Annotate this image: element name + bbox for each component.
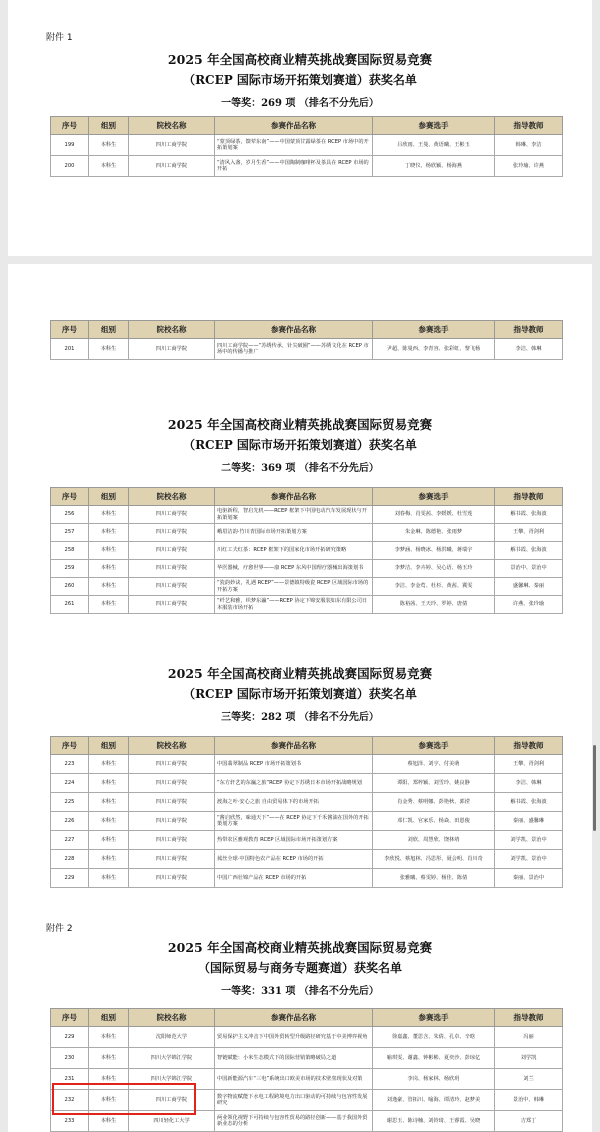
cell-no: 260 bbox=[51, 578, 89, 596]
header-no: 序号 bbox=[51, 737, 89, 755]
header-group: 组别 bbox=[89, 321, 129, 339]
cell-members: 李梦涵、杨晓冰、杨洪曦、蒋瑞宇 bbox=[373, 542, 495, 560]
header-group: 组别 bbox=[89, 117, 129, 135]
cell-no: 223 bbox=[51, 755, 89, 774]
cell-school: 四川大学锦江学院 bbox=[129, 1048, 215, 1069]
cell-teacher: 刘学凯 bbox=[495, 1048, 563, 1069]
cell-work: 中国广西壮锦产品在 RCEP 市场的开拓 bbox=[215, 869, 373, 888]
cell-members: 刘欣、周慧欣、饶林靖 bbox=[373, 831, 495, 850]
table-row bbox=[51, 850, 563, 869]
table-row bbox=[51, 793, 563, 812]
header-group: 组别 bbox=[89, 1009, 129, 1027]
header-no: 序号 bbox=[51, 488, 89, 506]
table-header-row bbox=[51, 737, 563, 755]
cell-members: 吕欣雨、王曼、黄语曦、王彬玉 bbox=[373, 135, 495, 156]
cell-group: 本科生 bbox=[89, 560, 129, 578]
header-no: 序号 bbox=[51, 117, 89, 135]
cell-school: 四川工商学院 bbox=[129, 542, 215, 560]
table-row bbox=[51, 831, 563, 850]
cell-work: 渡海之叶·安心之旅 自由贸易体下的市场开拓 bbox=[215, 793, 373, 812]
cell-no: 200 bbox=[51, 156, 89, 177]
cell-no: 229 bbox=[51, 869, 89, 888]
cell-teacher: 解书霞、张海波 bbox=[495, 506, 563, 524]
cell-school: 四川工商学院 bbox=[129, 831, 215, 850]
cell-group: 本科生 bbox=[89, 831, 129, 850]
table-row bbox=[51, 339, 563, 360]
table-row bbox=[51, 755, 563, 774]
highlight-box bbox=[52, 1083, 196, 1115]
cell-work: 中国翡翠制品 RCEP 市场开拓策划书 bbox=[215, 755, 373, 774]
cell-no: 201 bbox=[51, 339, 89, 360]
cell-teacher: 王攀、胥剑利 bbox=[495, 755, 563, 774]
cell-teacher: 张玲瑜、许燕 bbox=[495, 156, 563, 177]
award-table bbox=[50, 116, 563, 177]
cell-work: 中国新能源汽车“三电”系统出口欧美市场的技术壁垒现状及对策 bbox=[215, 1069, 373, 1090]
cell-school: 四川工商学院 bbox=[129, 578, 215, 596]
table-row bbox=[51, 869, 563, 888]
cell-teacher: 吉郑丁 bbox=[495, 1111, 563, 1132]
cell-no: 258 bbox=[51, 542, 89, 560]
cell-work: 智链赋能：小米生态模式下的国际营销策略破局之道 bbox=[215, 1048, 373, 1069]
table-row bbox=[51, 156, 563, 177]
cell-members: 李洁、李金莺、杜杉、黄茜、冀雯 bbox=[373, 578, 495, 596]
cell-school: 四川工商学院 bbox=[129, 524, 215, 542]
cell-no: 228 bbox=[51, 850, 89, 869]
header-group: 组别 bbox=[89, 737, 129, 755]
cell-no: 230 bbox=[51, 1048, 89, 1069]
cell-group: 本科生 bbox=[89, 1090, 129, 1111]
cell-no: 261 bbox=[51, 596, 89, 614]
table-header-row bbox=[51, 117, 563, 135]
cell-no: 257 bbox=[51, 524, 89, 542]
cell-work: 两业领化视野下可持续与包容性贸易的路径创新——基于我国外贸新业态的分析 bbox=[215, 1111, 373, 1132]
cell-work: 贸易保护主义冲击下中国外贸转型升级路径研究基于中美博弈视角 bbox=[215, 1027, 373, 1048]
scrollbar-thumb[interactable] bbox=[593, 745, 596, 831]
annex-label: 附件 1 bbox=[46, 33, 73, 43]
cell-no: 225 bbox=[51, 793, 89, 812]
cell-teacher: 刘学凯、景治中 bbox=[495, 850, 563, 869]
cell-work: “酱启欣然，味通天下”——在 RCEP 协定下千禾酱油在国外的开拓策划方案 bbox=[215, 812, 373, 831]
cell-members: 朱金琳、陈德艳、张雨梦 bbox=[373, 524, 495, 542]
award-level-heading: 一等奖：269 项 （排名不分先后） bbox=[221, 98, 379, 109]
cell-teacher: 秦丽、盛馨琳 bbox=[495, 812, 563, 831]
cell-no: 229 bbox=[51, 1027, 89, 1048]
cell-no: 233 bbox=[51, 1111, 89, 1132]
cell-group: 本科生 bbox=[89, 850, 129, 869]
header-members: 参赛选手 bbox=[373, 321, 495, 339]
cell-members: 刘春梅、肖雯茜、李媛媛、杜雪莲 bbox=[373, 506, 495, 524]
cell-school: 四川轻化工大学 bbox=[129, 1111, 215, 1132]
doc-title-track: （RCEP 国际市场开拓策划赛道）获奖名单 bbox=[183, 73, 417, 87]
cell-members: 尹超、陈曼西、李青容、张彩虹、黎飞杨 bbox=[373, 339, 495, 360]
cell-teacher: 景治中、景治中 bbox=[495, 560, 563, 578]
cell-members: 徐嘉鑫、董思含、朱倩、孔卓、辛晗 bbox=[373, 1027, 495, 1048]
document-page bbox=[8, 0, 592, 256]
cell-school: 四川工商学院 bbox=[129, 135, 215, 156]
header-teacher: 指导教师 bbox=[495, 1009, 563, 1027]
doc-title-main: 2025 年全国高校商业精英挑战赛国际贸易竞赛 bbox=[167, 52, 433, 67]
cell-members: 丁晓仪、杨欣颖、杨海燕 bbox=[373, 156, 495, 177]
table-header-row bbox=[51, 321, 563, 339]
table-row bbox=[51, 506, 563, 524]
cell-group: 本科生 bbox=[89, 774, 129, 793]
doc-title-track: （RCEP 国际市场开拓策划赛道）获奖名单 bbox=[183, 687, 417, 701]
cell-group: 本科生 bbox=[89, 793, 129, 812]
table-row bbox=[51, 524, 563, 542]
cell-members: 邓仁凯、官家乐、杨焱、田恩俊 bbox=[373, 812, 495, 831]
table-row bbox=[51, 560, 563, 578]
award-table bbox=[50, 736, 563, 888]
cell-members: 陈裕茜、王天玲、罗婷、唐倩 bbox=[373, 596, 495, 614]
header-teacher: 指导教师 bbox=[495, 117, 563, 135]
cell-teacher: 冯丽 bbox=[495, 1027, 563, 1048]
cell-teacher: 秦丽、景治中 bbox=[495, 869, 563, 888]
cell-school: 四川工商学院 bbox=[129, 560, 215, 578]
cell-teacher: 韩琳、李洁 bbox=[495, 135, 563, 156]
award-table bbox=[50, 487, 563, 614]
cell-group: 本科生 bbox=[89, 506, 129, 524]
cell-group: 本科生 bbox=[89, 755, 129, 774]
header-school: 院校名称 bbox=[129, 737, 215, 755]
cell-school: 沈阳师范大学 bbox=[129, 1027, 215, 1048]
cell-no: 259 bbox=[51, 560, 89, 578]
cell-school: 四川工商学院 bbox=[129, 1090, 215, 1111]
cell-members: 喻琪雯、谢鑫、钟彬彬、夏奕沙、彭琼亿 bbox=[373, 1048, 495, 1069]
award-table bbox=[50, 320, 563, 360]
table-header-row bbox=[51, 488, 563, 506]
cell-no: 232 bbox=[51, 1090, 89, 1111]
cell-members: 谭阳、郑梓颖、刘雪玲、姚良静 bbox=[373, 774, 495, 793]
cell-members: 肖金秀、蔡明娜、彭艳秋、郭滢 bbox=[373, 793, 495, 812]
cell-no: 256 bbox=[51, 506, 89, 524]
header-school: 院校名称 bbox=[129, 117, 215, 135]
cell-work: “清风入盏，岁月生香”——中国陶制咖啡杯及茶具在 RCEP 市场的开拓 bbox=[215, 156, 373, 177]
cell-group: 本科生 bbox=[89, 1111, 129, 1132]
cell-school: 四川工商学院 bbox=[129, 869, 215, 888]
table-row bbox=[51, 1048, 563, 1069]
table-row bbox=[51, 135, 563, 156]
cell-group: 本科生 bbox=[89, 578, 129, 596]
table-row bbox=[51, 1027, 563, 1048]
cell-no: 231 bbox=[51, 1069, 89, 1090]
cell-work: 热带农区雅观教育 RCEP 区域国际市场开拓策划方案 bbox=[215, 831, 373, 850]
header-work: 参赛作品名称 bbox=[215, 117, 373, 135]
cell-work: “纤艺和雅，织梦东瀛”——RCEP 协定下锦安服装如东有限公司日本服装市场开拓 bbox=[215, 596, 373, 614]
cell-teacher: 景治中、韩琳 bbox=[495, 1090, 563, 1111]
cell-no: 199 bbox=[51, 135, 89, 156]
header-teacher: 指导教师 bbox=[495, 488, 563, 506]
award-level-heading: 三等奖：282 项 （排名不分先后） bbox=[221, 712, 379, 723]
cell-work: “东方轩艺的东瀛之旅”RCEP 协定下苏绣日本市场开拓战略规划 bbox=[215, 774, 373, 793]
cell-school: 四川工商学院 bbox=[129, 506, 215, 524]
cell-group: 本科生 bbox=[89, 812, 129, 831]
cell-work: 电驱新程，智启先机——RCEP 框架下中国电动汽车发展现状与开拓策划案 bbox=[215, 506, 373, 524]
cell-work: 四川工商学院——“苏绣传承，针尖破圈”——苏绣文化在 RCEP 市场中的传播与推广 bbox=[215, 339, 373, 360]
header-no: 序号 bbox=[51, 321, 89, 339]
header-members: 参赛选手 bbox=[373, 737, 495, 755]
header-teacher: 指导教师 bbox=[495, 737, 563, 755]
cell-group: 本科生 bbox=[89, 339, 129, 360]
cell-members: 张雅曦、蔡雯婷、杨佳、陈倩 bbox=[373, 869, 495, 888]
cell-school: 四川工商学院 bbox=[129, 793, 215, 812]
cell-work: 川红工夫红茶：RCEP 框架下的国家化市场开拓研究策略 bbox=[215, 542, 373, 560]
cell-members: 谢思玉、陈诗楠、刘铃琦、王睿霞、吴晓 bbox=[373, 1111, 495, 1132]
cell-group: 本科生 bbox=[89, 542, 129, 560]
header-group: 组别 bbox=[89, 488, 129, 506]
table-row bbox=[51, 542, 563, 560]
cell-group: 本科生 bbox=[89, 1027, 129, 1048]
doc-title-main: 2025 年全国高校商业精英挑战赛国际贸易竞赛 bbox=[167, 666, 433, 681]
cell-teacher: 李洁、韩琳 bbox=[495, 339, 563, 360]
doc-title-track: （RCEP 国际市场开拓策划赛道）获奖名单 bbox=[183, 438, 417, 452]
annex-label: 附件 2 bbox=[46, 924, 73, 934]
cell-no: 227 bbox=[51, 831, 89, 850]
cell-teacher: 李洁、韩琳 bbox=[495, 774, 563, 793]
header-members: 参赛选手 bbox=[373, 488, 495, 506]
cell-school: 四川工商学院 bbox=[129, 850, 215, 869]
cell-work: 峨眉洁韵·竹川青国际市场开拓策划方案 bbox=[215, 524, 373, 542]
cell-teacher: 王攀、胥剑利 bbox=[495, 524, 563, 542]
cell-school: 四川工商学院 bbox=[129, 339, 215, 360]
cell-teacher: 盛馨琳、秦丽 bbox=[495, 578, 563, 596]
cell-group: 本科生 bbox=[89, 156, 129, 177]
cell-teacher: 解书霞、张海波 bbox=[495, 793, 563, 812]
cell-work: 数字物流赋能下水电工程跨境电力出口驱动的可持续与包容性发展研究 bbox=[215, 1090, 373, 1111]
doc-title-main: 2025 年全国高校商业精英挑战赛国际贸易竞赛 bbox=[167, 940, 433, 955]
cell-school: 四川工商学院 bbox=[129, 774, 215, 793]
header-no: 序号 bbox=[51, 1009, 89, 1027]
table-row bbox=[51, 596, 563, 614]
cell-group: 本科生 bbox=[89, 1048, 129, 1069]
cell-no: 226 bbox=[51, 812, 89, 831]
doc-title-track: （国际贸易与商务专题赛道）获奖名单 bbox=[197, 961, 402, 975]
header-teacher: 指导教师 bbox=[495, 321, 563, 339]
header-members: 参赛选手 bbox=[373, 1009, 495, 1027]
header-work: 参赛作品名称 bbox=[215, 488, 373, 506]
cell-members: 刘逸豪、管拓川、喻海、谭清玲、赵梦美 bbox=[373, 1090, 495, 1111]
cell-teacher: 刘学凯、景治中 bbox=[495, 831, 563, 850]
header-members: 参赛选手 bbox=[373, 117, 495, 135]
table-row bbox=[51, 578, 563, 596]
cell-school: 四川大学锦江学院 bbox=[129, 1069, 215, 1090]
header-school: 院校名称 bbox=[129, 1009, 215, 1027]
cell-teacher: 解书霞、张海波 bbox=[495, 542, 563, 560]
header-work: 参赛作品名称 bbox=[215, 1009, 373, 1027]
cell-group: 本科生 bbox=[89, 1069, 129, 1090]
cell-work: “瓷韵妙诀，礼遇 RCEP”——景德镇特级瓷 RCEP 区域国际市场的开拓方案 bbox=[215, 578, 373, 596]
award-level-heading: 二等奖：369 项 （排名不分先后） bbox=[221, 463, 379, 474]
table-row bbox=[51, 812, 563, 831]
cell-work: “蒙顶绿茶，馈荤东南”——中国蒙顶甘露绿茶在 RCEP 市场中的开拓策划案 bbox=[215, 135, 373, 156]
award-level-heading: 一等奖：331 项 （排名不分先后） bbox=[221, 986, 379, 997]
cell-members: 李欣悦、蔡旭林、冯思彤、聂会明、肖川奇 bbox=[373, 850, 495, 869]
cell-members: 李岗、杨家林、杨欣玥 bbox=[373, 1069, 495, 1090]
cell-work: 华医器械，疗愈世界——康 RCEP 东风中国理疗器械出海策划书 bbox=[215, 560, 373, 578]
header-work: 参赛作品名称 bbox=[215, 321, 373, 339]
cell-school: 四川工商学院 bbox=[129, 812, 215, 831]
cell-school: 四川工商学院 bbox=[129, 755, 215, 774]
cell-group: 本科生 bbox=[89, 596, 129, 614]
cell-teacher: 许燕、张玲瑜 bbox=[495, 596, 563, 614]
cell-group: 本科生 bbox=[89, 869, 129, 888]
cell-work: 菰丝全球·中国特色农产品在 RCEP 市场的开拓 bbox=[215, 850, 373, 869]
header-school: 院校名称 bbox=[129, 321, 215, 339]
table-header-row bbox=[51, 1009, 563, 1027]
cell-school: 四川工商学院 bbox=[129, 156, 215, 177]
table-row bbox=[51, 774, 563, 793]
doc-title-main: 2025 年全国高校商业精英挑战赛国际贸易竞赛 bbox=[167, 417, 433, 432]
cell-group: 本科生 bbox=[89, 524, 129, 542]
cell-members: 李梦洁、李卉婷、吴心语、杨玉玲 bbox=[373, 560, 495, 578]
cell-school: 四川工商学院 bbox=[129, 596, 215, 614]
cell-no: 224 bbox=[51, 774, 89, 793]
cell-teacher: 刘兰 bbox=[495, 1069, 563, 1090]
header-school: 院校名称 bbox=[129, 488, 215, 506]
document-page bbox=[8, 264, 592, 1132]
header-work: 参赛作品名称 bbox=[215, 737, 373, 755]
cell-members: 蔡旭泽、刘宇、付美萌 bbox=[373, 755, 495, 774]
cell-group: 本科生 bbox=[89, 135, 129, 156]
